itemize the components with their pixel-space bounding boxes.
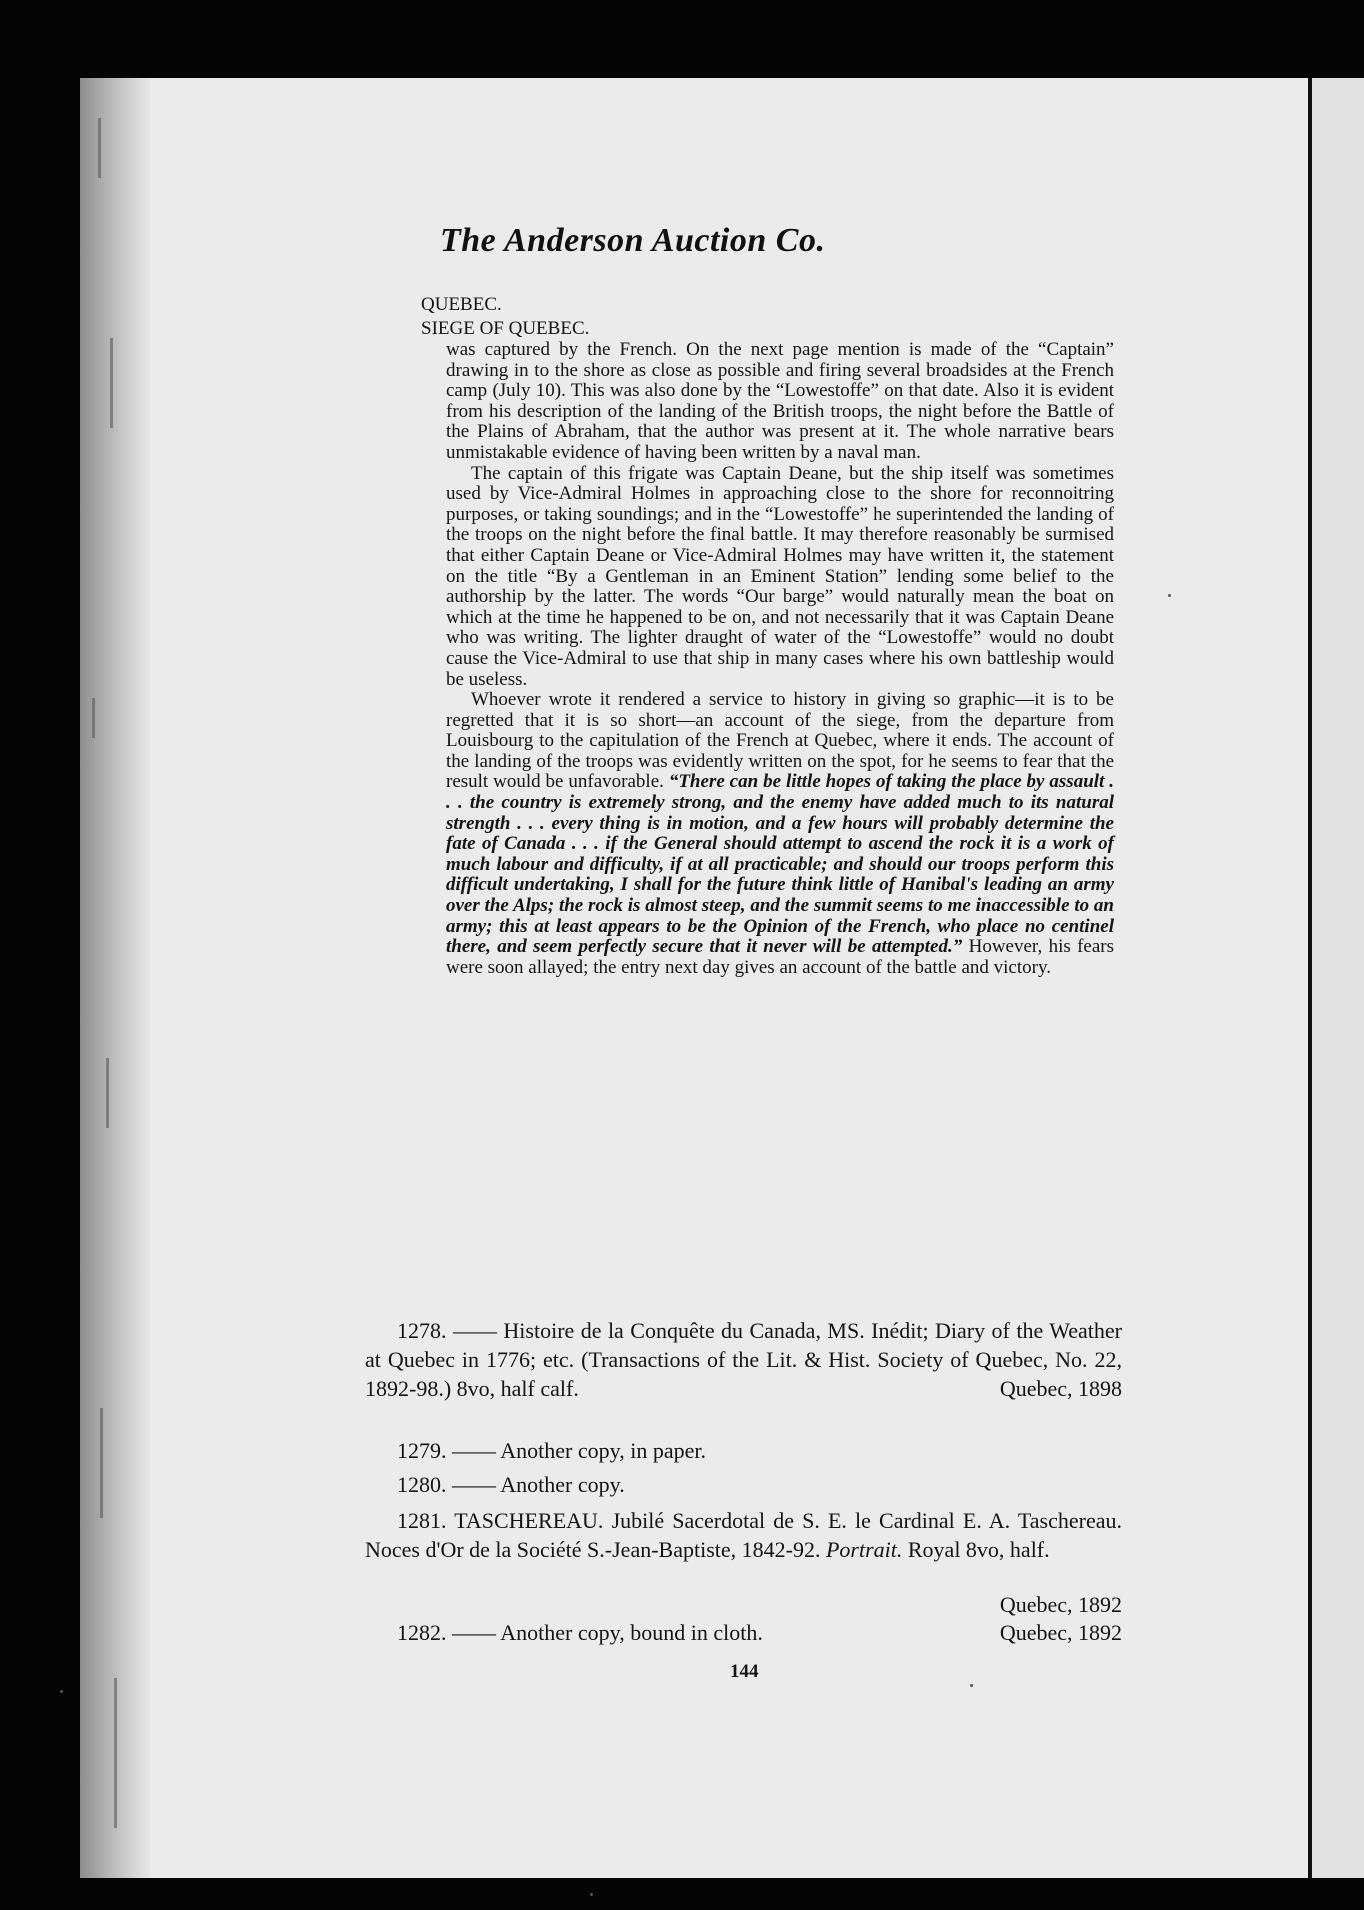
entry-imprint: Quebec, 1892 bbox=[999, 1592, 1122, 1617]
running-head: The Anderson Auction Co. bbox=[440, 222, 826, 259]
lot-number: 1279. bbox=[397, 1438, 447, 1463]
gutter-mark bbox=[92, 698, 95, 738]
description-paragraph: was captured by the French. On the next page mention is made of the “Captain” drawing in to the shore as close as possible and firing several broadsides at the French camp (July 10). This was also done by the “Lowestoffe” on that date. Also it is evident from his description of the landing of the British troops, the night before the Battle of the Plains of Abraham, that the author was present at it. The whole narrative bears unmistakable evidence of having been written by a naval man. bbox=[446, 339, 1114, 463]
description-paragraph bbox=[446, 690, 1114, 978]
ditto-dash: —— bbox=[452, 1318, 497, 1343]
entry-portrait-note: Portrait. bbox=[825, 1537, 903, 1562]
catalogue-entry bbox=[397, 1620, 763, 1646]
catalogue-entry bbox=[365, 1506, 1122, 1564]
dust-speck bbox=[60, 1690, 63, 1693]
catalogue-entry bbox=[397, 1438, 706, 1464]
gutter-mark bbox=[98, 118, 101, 178]
paragraph-text: Whoever wrote it rendered a service to history in giving so graphic—it is to be regretted that it is so short—an account of the siege, from the departure from Louisbourg to the capitulation of the French at Quebec, where it ends. The account of the landing of the troops was evidently written on the spot, for he seems to fear that the result would be unfavorable. bbox=[446, 689, 1114, 793]
lot-number: 1281. bbox=[397, 1508, 447, 1533]
entry-description: Another copy, in paper. bbox=[500, 1438, 706, 1463]
continued-description bbox=[446, 340, 1114, 978]
dust-speck bbox=[970, 1684, 973, 1687]
entry-description: Another copy. bbox=[500, 1472, 625, 1497]
entry-description: Jubilé Sacerdotal de S. E. le Cardinal E. A. Taschereau. Noces d'Or de la Société S.-Jean-Baptiste, 1842-92. bbox=[365, 1508, 1123, 1562]
entry-imprint: Quebec, 1892 bbox=[999, 1620, 1122, 1645]
ditto-dash: —— bbox=[452, 1620, 496, 1645]
gutter-mark bbox=[100, 1408, 103, 1518]
paragraph-tail: However, his fears were soon allayed; the entry next day gives an account of the battle and victory. bbox=[446, 936, 1115, 978]
ditto-dash: —— bbox=[452, 1438, 496, 1463]
entry-format: Royal 8vo, half. bbox=[907, 1537, 1050, 1562]
gutter-mark bbox=[110, 338, 113, 428]
subsection-label: SIEGE OF QUEBEC. bbox=[421, 318, 590, 339]
entry-heading: TASCHEREAU. bbox=[454, 1508, 604, 1533]
ditto-dash: —— bbox=[452, 1472, 496, 1497]
catalogue-entry bbox=[365, 1316, 1122, 1403]
facing-page-edge bbox=[1308, 78, 1364, 1878]
page-number: 144 bbox=[730, 1661, 759, 1682]
italic-quotation: “There can be little hopes of taking the place by assault . . . the country is extremely strong, and the enemy have added much to its natural strength . . . every thing is in motion, and a few hours will probably determine the fate of Canada . . . if the General should attempt to ascend the rock it is a work of much labour and difficulty, if at all practicable; and should our troops perform this difficult undertaking, I shall for the future think little of Hanibal's leading an army over the Alps; the rock is almost steep, and the summit seems to me inaccessible to an army; this at least appears to be the Opinion of the French, who place no centinel there, and seem perfectly secure that it never will be attempted.” bbox=[446, 771, 1114, 958]
section-label: QUEBEC. bbox=[421, 294, 502, 315]
lot-number: 1280. bbox=[397, 1472, 447, 1497]
entry-imprint: Quebec, 1898 bbox=[999, 1376, 1122, 1401]
description-paragraph: The captain of this frigate was Captain Deane, but the ship itself was sometimes used by Vice-Admiral Holmes in approaching close to the shore for reconnoitring purposes, or taking soundings; and in the “Lowestoffe” he superintended the landing of the troops on the night before the final battle. It may therefore reasonably be surmised that either Captain Deane or Vice-Admiral Holmes may have written it, the statement on the title “By a Gentleman in an Eminent Station” lending some belief to the authorship by the latter. The words “Our barge” would naturally mean the boat on which at the time he happened to be on, and not necessarily that it was Captain Deane who was writing. The lighter draught of water of the “Lowestoffe” would no doubt cause the Vice-Admiral to use that ship in many cases where his own battleship would be useless. bbox=[446, 462, 1114, 690]
lot-number: 1282. bbox=[397, 1620, 447, 1645]
lot-number: 1278. bbox=[397, 1318, 447, 1343]
binding-gutter bbox=[80, 78, 150, 1878]
gutter-mark bbox=[106, 1058, 109, 1128]
entry-description: Another copy, bound in cloth. bbox=[500, 1620, 763, 1645]
dust-speck bbox=[590, 1893, 593, 1896]
dust-speck bbox=[1168, 594, 1171, 597]
catalogue-entry bbox=[397, 1472, 625, 1498]
gutter-mark bbox=[114, 1678, 117, 1828]
entry-description: Histoire de la Conquête du Canada, MS. Inédit; Diary of the Weather at Quebec in 1776; etc. (Transactions of the Lit. & Hist. Society of Quebec, No. 22, 1892-98.) 8vo, half calf. bbox=[365, 1318, 1122, 1401]
